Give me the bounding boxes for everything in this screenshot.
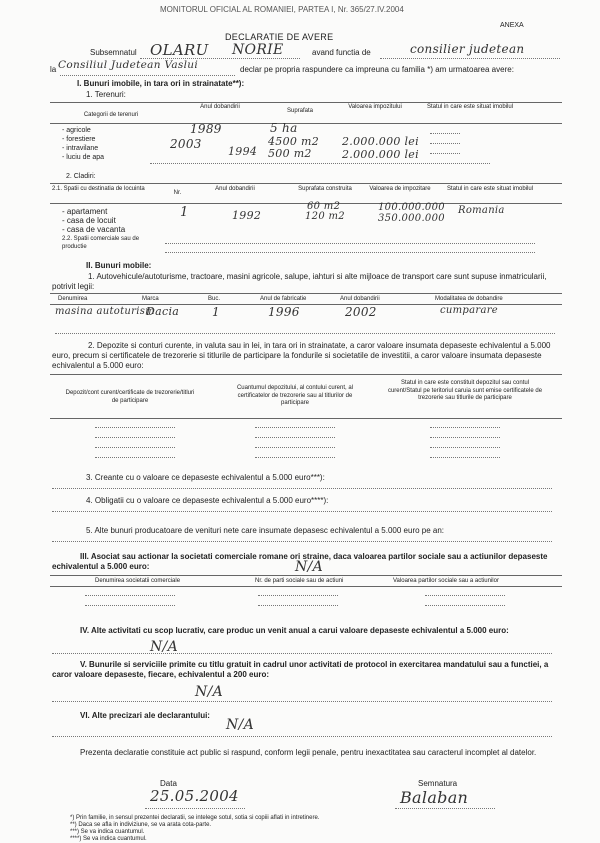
section5-value: N/A [195, 684, 223, 700]
depozite-header-3: Statul in care este constituit depozitul sau contul curent/Statul pe teritoriul caruia sunt emise certificatele de trezorerie sau titlurile de participare [387, 380, 543, 401]
closing-text: Prezenta declaratie constituie act public si raspund, conform legii penale, pentru inexactitatea sau caracterul incomplet al datelor. [80, 748, 537, 757]
cladire-value: 100.000.000 [378, 202, 445, 213]
section3-header-valoarea: Valoarea partilor sociale sau a actiunilor [393, 578, 499, 584]
teren-category-agricole: - agricole [62, 127, 91, 134]
la-label: la [50, 65, 57, 74]
cladiri-subtitle: 2.1. Spatii cu destinatia de locuinta [52, 186, 145, 192]
data-value: 25.05.2004 [150, 787, 239, 805]
auto-header-dobandirii: Anul dobandirii [340, 296, 380, 302]
section2-title: II. Bunuri mobile: [86, 261, 152, 270]
teren-value-2: 2.000.000 lei [342, 148, 419, 161]
section5-title: V. Bunurile si serviciile primite cu titlu gratuit in cadrul unor activitati de protocol in exercitarea mandatului sau a functiei, a caror valoare depaseste, fiecare, echivalentul a 200 euro: [52, 660, 549, 679]
anexa-label: ANEXA [500, 22, 524, 29]
cladiri-header-anul: Anul dobandirii [215, 186, 255, 192]
declarant-first-name: NORIE [232, 42, 284, 58]
monitor-header: MONITORUL OFICIAL AL ROMANIEI, PARTEA I, Nr. 365/27.IV.2004 [160, 5, 404, 14]
cladiri-header-suprafata: Suprafata construita [298, 186, 352, 192]
terenuri-header-anul: Anul dobandirii [200, 104, 240, 110]
teren-value-1: 2.000.000 lei [342, 135, 419, 148]
teren-year-2: 2003 [170, 137, 202, 151]
section2-auto-text: 1. Autovehicule/autoturisme, tractoare, masini agricole, salupe, iahturi si alte mijloace de transport care sunt supuse inmatricularii, potrivit legii: [52, 272, 547, 291]
semnatura-label: Semnatura [418, 779, 458, 788]
cladire-apartament: - apartament [62, 207, 108, 216]
footnote-3: ***) Se va indica cuantumul. [70, 829, 145, 835]
teren-category-forestiere: - forestiere [62, 136, 96, 143]
auto-buc: 1 [212, 305, 220, 319]
declar-label: declar pe propria raspundere ca impreuna cu familia *) am urmatoarea avere: [240, 65, 514, 74]
terenuri-header-suprafata: Suprafata [286, 108, 314, 114]
auto-header-buc: Buc. [208, 296, 221, 302]
terenuri-header-valoarea: Valoarea impozitului [348, 104, 402, 110]
function-label: avand functia de [312, 48, 371, 57]
terenuri-header-categorii: Categorii de terenuri [83, 112, 139, 118]
cladire-casa-vacanta: - casa de vacanta [62, 225, 126, 234]
cladiri-header-valoarea: Valoarea de impozitare [369, 186, 431, 192]
auto-marca: Dacia [146, 305, 180, 318]
cladiri-header-statul: Statul in care este situat imobilul [446, 186, 534, 192]
section6-value: N/A [226, 717, 254, 733]
auto-an-fabricatie: 1996 [268, 305, 300, 319]
teren-area-2: 4500 m2 [268, 135, 320, 148]
section3-header-nr: Nr. de parti sociale sau de actiuni [255, 578, 344, 584]
auto-header-modalitatea: Modalitatea de dobandire [435, 296, 503, 302]
cladire-value-2: 350.000.000 [378, 213, 445, 224]
spatii-comerciale: 2.2. Spatii comerciale sau de productie [62, 236, 140, 250]
alte-bunuri-text: 5. Alte bunuri producatoare de venituri nete care insumate depasesc echivalentul a 5.000 euro pe an: [86, 526, 445, 535]
function-value: consilier judetean [410, 42, 525, 56]
section3-header-denumirea: Denumirea societatii comerciale [95, 578, 181, 584]
cladiri-header-nr: Nr. [173, 190, 182, 196]
cladire-nr: 1 [180, 205, 189, 220]
cladiri-title: 2. Cladiri: [66, 173, 96, 180]
auto-an-dobandire: 2002 [345, 305, 377, 319]
auto-modalitate: cumparare [440, 305, 499, 316]
teren-area-1: 5 ha [270, 121, 298, 135]
institution-value: Consiliul Judetean Vaslui [58, 59, 198, 71]
footnote-4: ****) Se va indica cuantumul. [70, 836, 147, 842]
auto-header-fabricatie: Anul de fabricatie [260, 296, 307, 302]
terenuri-title: 1. Terenuri: [86, 90, 126, 99]
page-title: DECLARATIE DE AVERE [225, 32, 334, 42]
depozite-header-2: Cuantumul depozitului, al contului curent, al certificatelor de trezorerie sau al titlurilor de participare [236, 385, 354, 406]
auto-denumire: masina autoturism [55, 306, 155, 317]
footnote-2: **) Daca se afla in indiviziune, se va arata cota-parte. [70, 822, 212, 828]
teren-area-3: 500 m2 [268, 147, 312, 160]
depozite-header-1: Depozit/cont curent/certificate de trezorerie/titluri de participare [65, 390, 195, 404]
signature: Balaban [400, 788, 469, 807]
teren-year-1: 1989 [190, 122, 222, 136]
teren-year-3: 1994 [228, 145, 258, 158]
depozite-text: 2. Depozite si conturi curente, in valuta sau in lei, in tara ori in strainatate, a caror valoare insumata depaseste echivalentul a 5.000 euro, precum si certificatele de trezorerie si titlurile de participare la fondurile si societatile de investitii, a caror valoare insumata depaseste echivalentul a 5.000 euro: [52, 341, 551, 370]
auto-header-denumirea: Denumirea [58, 296, 88, 302]
auto-header-marca: Marca [142, 296, 159, 302]
terenuri-header-statul: Statul in care este situat imobilul [426, 104, 514, 110]
obligatii-text: 4. Obligatii cu o valoare ce depaseste echivalentul a 5.000 euro****): [86, 496, 329, 505]
creante-text: 3. Creante cu o valoare ce depaseste echivalentul a 5.000 euro***): [86, 473, 325, 482]
section3-title: III. Asociat sau actionar la societati comerciale romane ori straine, daca valoarea partilor sociale sau a actiunilor depaseste echivalentul a 5.000 euro: [52, 552, 548, 571]
cladire-area-2: 120 m2 [305, 211, 345, 222]
section1-title: I. Bunuri imobile, in tara ori in strainatate**): [77, 79, 245, 88]
teren-category-luciu: - luciu de apa [62, 154, 105, 161]
section6-title: VI. Alte precizari ale declarantului: [80, 711, 210, 720]
subsemnatul-label: Subsemnatul [90, 48, 137, 57]
section4-value: N/A [150, 639, 178, 655]
cladire-state: Romania [458, 205, 505, 216]
section4-title: IV. Alte activitati cu scop lucrativ, care produc un venit anual a carui valoare depaseste echivalentul a 5.000 euro: [80, 626, 509, 635]
teren-category-intravilane: - intravilane [62, 145, 99, 152]
cladire-year: 1992 [232, 209, 262, 222]
section3-value: N/A [295, 559, 323, 575]
data-label: Data [160, 779, 177, 788]
declarant-last-name: OLARU [150, 41, 209, 59]
cladire-casa-locuit: - casa de locuit [62, 216, 116, 225]
cladire-area: 60 m2 [307, 201, 341, 212]
footnote-1: *) Prin familie, in sensul prezentei declaratii, se intelege sotul, sotia si copiii aflati in intretinere. [70, 815, 320, 821]
